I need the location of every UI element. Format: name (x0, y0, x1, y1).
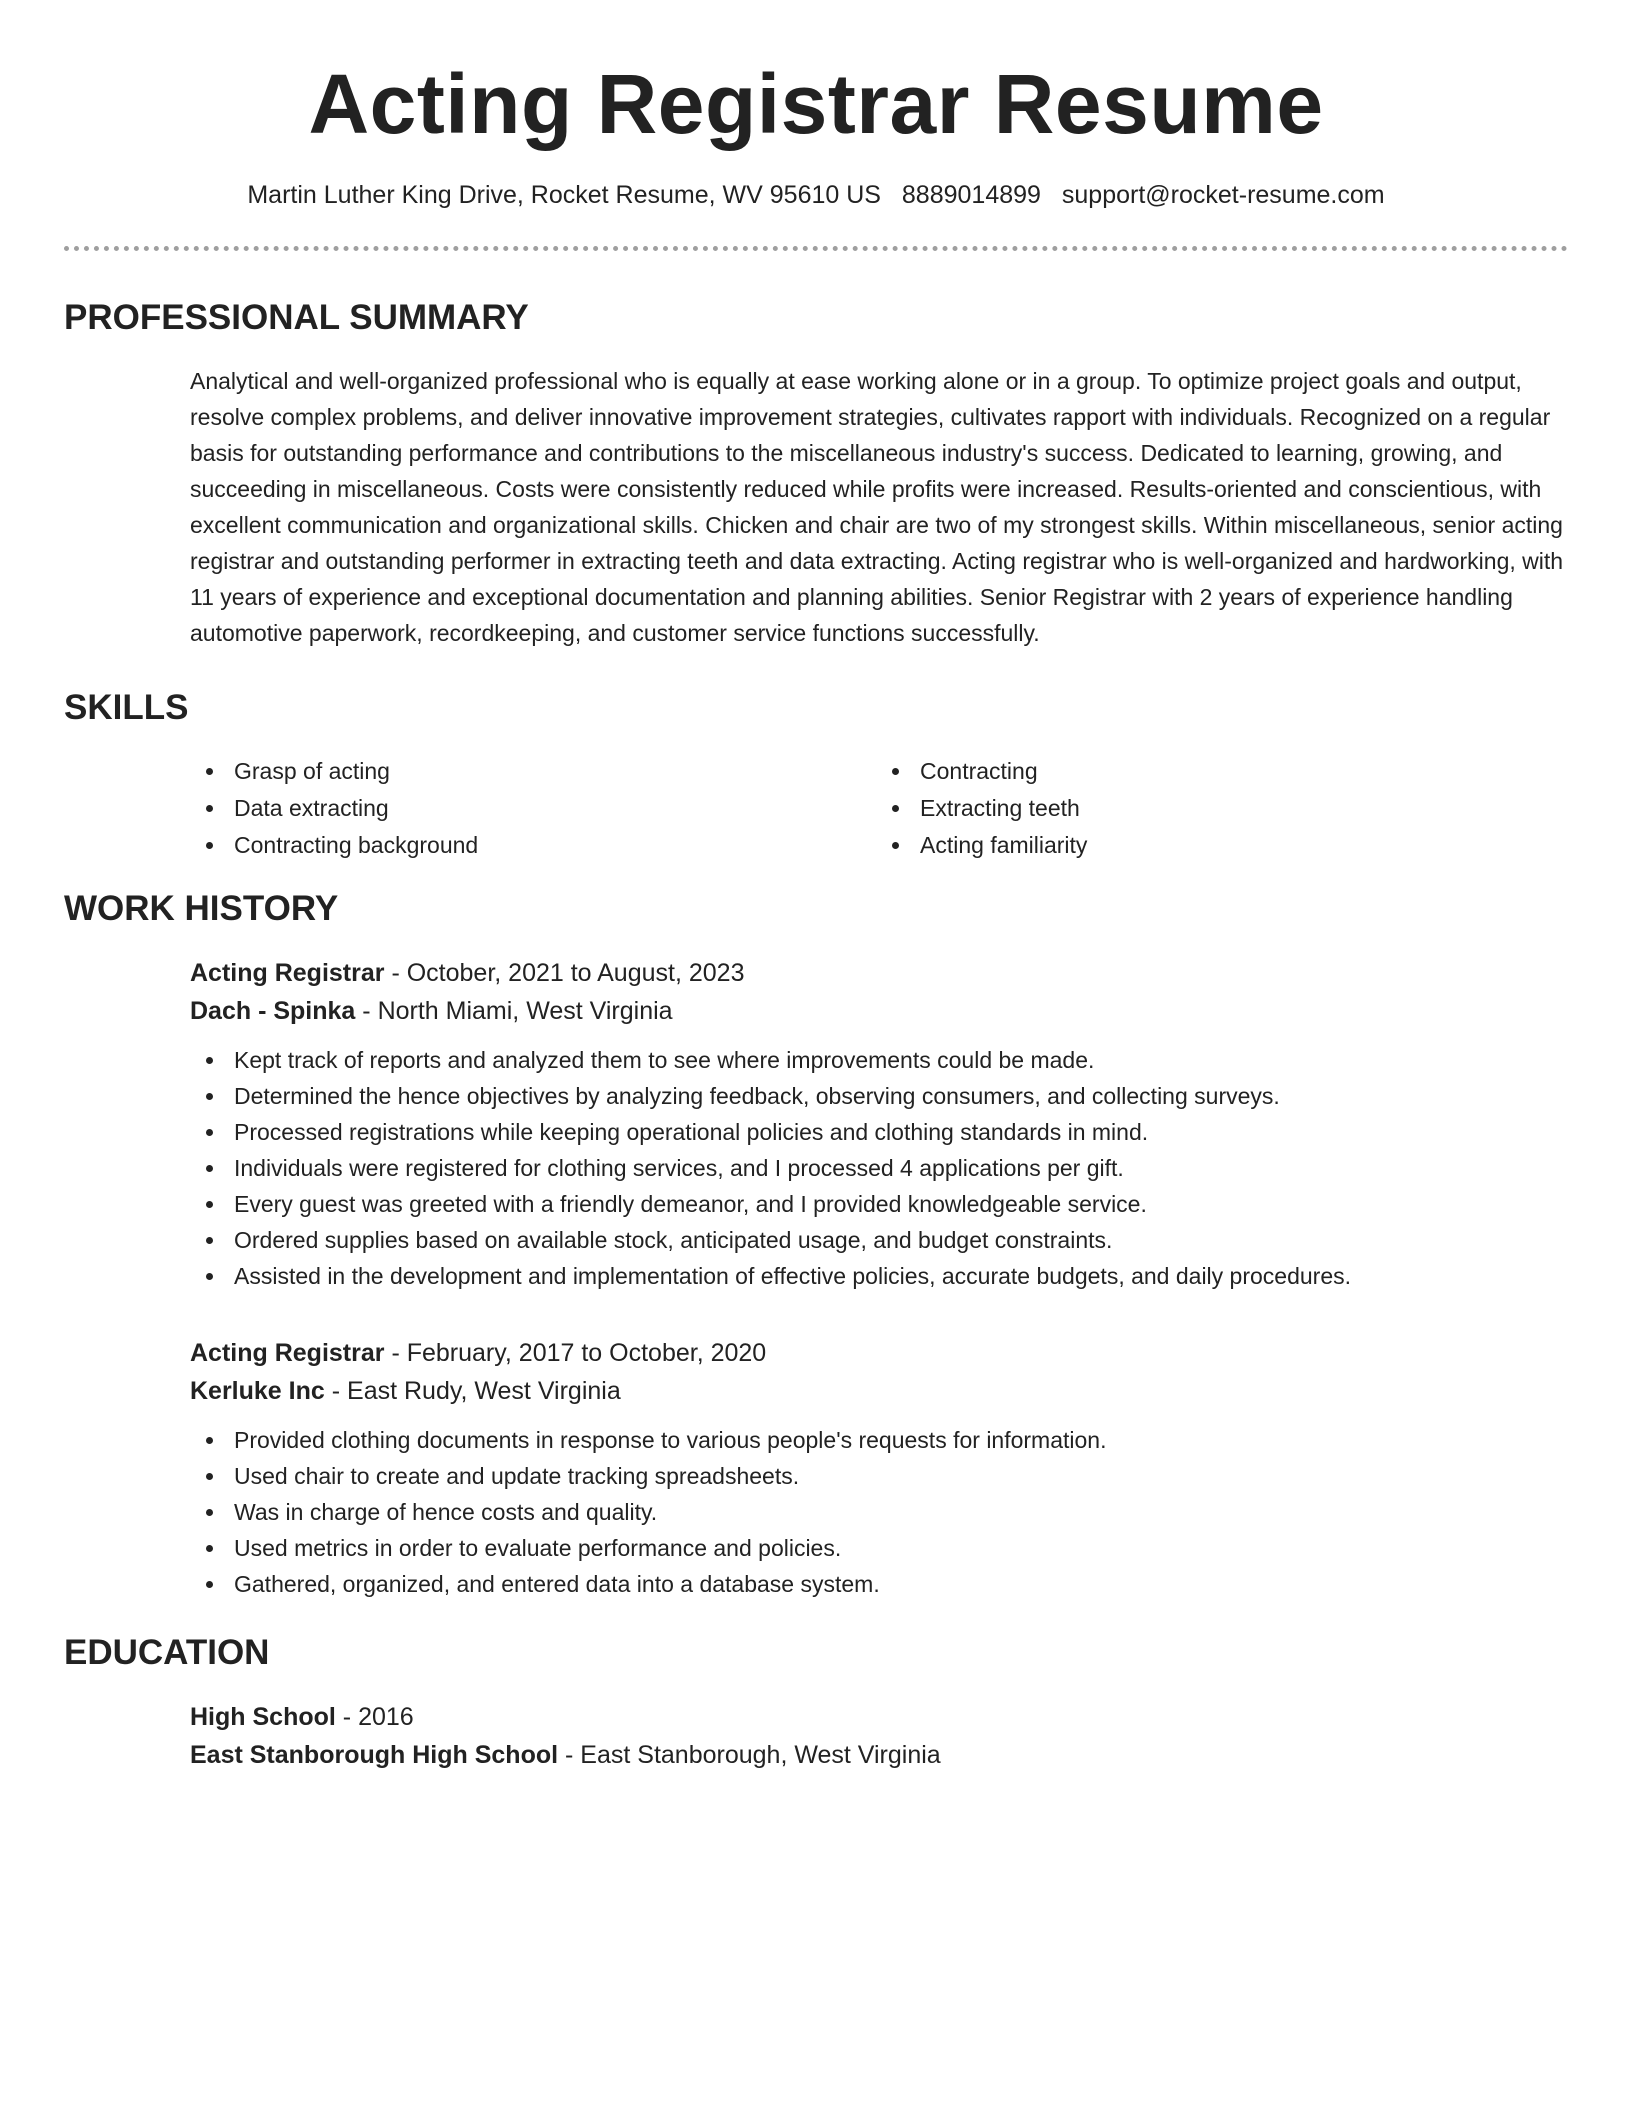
company-name: Dach - Spinka (190, 997, 356, 1025)
school-location: East Stanborough, West Virginia (580, 1741, 941, 1769)
job-entry (190, 954, 1568, 1294)
job-bullet: Assisted in the development and implementation of effective policies, accurate budgets, and daily procedures. (190, 1258, 1568, 1294)
education-entry (190, 1698, 1568, 1774)
separator-text: - (362, 997, 378, 1025)
resume-title: Acting Registrar Resume (308, 57, 1324, 151)
job-bullets (190, 1042, 1568, 1294)
address: Martin Luther King Drive, Rocket Resume, WV 95610 US (247, 181, 881, 209)
job-entry (190, 1334, 1568, 1602)
job-bullet: Used chair to create and update tracking spreadsheets. (190, 1458, 1568, 1494)
job-bullet: Processed registrations while keeping operational policies and clothing standards in mind. (190, 1114, 1568, 1150)
company-line (190, 1372, 1568, 1410)
school-name: East Stanborough High School (190, 1741, 559, 1769)
company-location: North Miami, West Virginia (377, 997, 673, 1025)
skills-section (64, 687, 1568, 864)
job-bullet: Provided clothing documents in response to various people's requests for information. (190, 1422, 1568, 1458)
separator-text: - (391, 1339, 407, 1367)
job-bullet: Ordered supplies based on available stock, anticipated usage, and budget constraints. (190, 1222, 1568, 1258)
job-dates: October, 2021 to August, 2023 (406, 959, 745, 987)
company-name: Kerluke Inc (190, 1377, 325, 1405)
contact-line (64, 178, 1568, 212)
resume-page (64, 0, 1568, 2112)
company-line (190, 992, 1568, 1030)
education-heading: EDUCATION (64, 1633, 270, 1672)
work-history-heading: WORK HISTORY (64, 889, 339, 928)
job-bullet: Gathered, organized, and entered data into a database system. (190, 1566, 1568, 1602)
job-title: Acting Registrar (190, 1339, 385, 1367)
separator-text: - (342, 1703, 359, 1731)
professional-summary-text: Analytical and well-organized professional who is equally at ease working alone or in a group. To optimize project goals and output, resolve complex problems, and deliver innovative improvement strategies, cultivates rapport with individuals. Recognized on a regular basis for outstanding performance and contributions to the miscellaneous industry's success. Dedicated to learning, growing, and succeeding in miscellaneous. Costs were consistently reduced while profits were increased. Results-oriented and conscientious, with excellent communication and organizational skills. Chicken and chair are two of my strongest skills. Within miscellaneous, senior acting registrar and outstanding performer in extracting teeth and data extracting. Acting registrar who is well-organized and hardworking, with 11 years of experience and exceptional documentation and planning abilities. Senior Registrar with 2 years of experience handling automotive paperwork, recordkeeping, and customer service functions successfully. (190, 368, 1564, 646)
job-bullet: Used metrics in order to evaluate performance and policies. (190, 1530, 1568, 1566)
school-line (190, 1736, 1568, 1774)
email-address: support@rocket-resume.com (1061, 181, 1385, 209)
skill-item: Data extracting (190, 790, 876, 827)
skill-item: Grasp of acting (190, 753, 876, 790)
job-title: Acting Registrar (190, 959, 385, 987)
skill-item: Acting familiarity (876, 827, 1562, 864)
separator-text: - (391, 959, 407, 987)
job-bullet: Individuals were registered for clothing services, and I processed 4 applications per gift. (190, 1150, 1568, 1186)
dotted-divider (64, 246, 1568, 251)
professional-summary-section (64, 297, 1568, 651)
skills-list (190, 753, 1562, 864)
skill-item: Contracting (876, 753, 1562, 790)
phone-number: 8889014899 (901, 181, 1041, 209)
separator-text: - (331, 1377, 348, 1405)
job-title-line (190, 1334, 1568, 1372)
separator-text: - (565, 1741, 581, 1769)
job-bullet: Determined the hence objectives by analyzing feedback, observing consumers, and collecting surveys. (190, 1078, 1568, 1114)
skill-item: Extracting teeth (876, 790, 1562, 827)
job-title-line (190, 954, 1568, 992)
skills-heading: SKILLS (64, 688, 189, 727)
job-bullet: Was in charge of hence costs and quality. (190, 1494, 1568, 1530)
graduation-year: 2016 (358, 1703, 414, 1731)
education-section (64, 1632, 1568, 1774)
job-dates: February, 2017 to October, 2020 (406, 1339, 767, 1367)
job-bullets (190, 1422, 1568, 1602)
professional-summary-heading: PROFESSIONAL SUMMARY (64, 298, 529, 337)
degree: High School (190, 1703, 336, 1731)
degree-line (190, 1698, 1568, 1736)
job-bullet: Kept track of reports and analyzed them to see where improvements could be made. (190, 1042, 1568, 1078)
job-bullet: Every guest was greeted with a friendly demeanor, and I provided knowledgeable service. (190, 1186, 1568, 1222)
company-location: East Rudy, West Virginia (347, 1377, 621, 1405)
work-history-section (64, 888, 1568, 1602)
skill-item: Contracting background (190, 827, 876, 864)
